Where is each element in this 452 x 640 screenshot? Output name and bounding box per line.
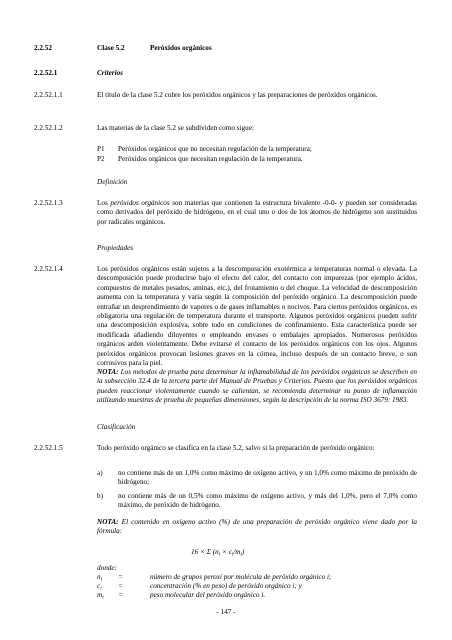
section-title: Peróxidos orgánicos — [150, 44, 212, 52]
paragraph-number: 2.2.52.1.3 — [34, 199, 63, 207]
variable-symbol: $c_i$ — [97, 582, 102, 592]
variable-equals: = — [118, 582, 123, 590]
list-item-code: P2 — [97, 155, 105, 163]
where-label: donde: — [97, 564, 117, 572]
formula: 16 × Σ $(n_i \times c_i/m_i)$ — [191, 548, 245, 558]
variable-symbol: $n_i$ — [97, 573, 103, 583]
list-item-text: no contiene más de un 1,0% como máximo de oxígeno activo, y un 1,0% como máximo de peróxido de hidrógeno; — [118, 469, 417, 487]
paragraph-text: Las materias de la clase 5.2 se subdividen como sigue: — [97, 124, 254, 132]
paragraph-number: 2.2.52.1.4 — [34, 265, 63, 273]
variable-equals: = — [118, 573, 123, 581]
paragraph-text: Los peróxidos orgánicos están sujetos a la descomposición exotérmica a temperaturas normal o elevada. La descomposición puede producirse bajo el efecto del calor, del contacto con impurezas (por ejemplo ácidos, compuestos de metales pesados, aminas, etc.), del frotamiento o del choque. La velocidad de descomposición aumenta con la temperatura y varía según la composición del peróxido orgánico. La descomposición puede entrañar un desprendimiento de vapores o de gases inflamables o nocivos. Para ciertos peróxidos orgánicos, es obligatoria una regulación de temperatura durante el transporte. Algunos peróxidos orgánicos pueden sufrir una descomposición explosiva, sobre todo en condiciones de confinamiento. Esta característica puede ser modificada añadiendo diluyentes o empleando envases o embalajes apropiados. Numerosos peróxidos orgánicos arden violentamente. Debe evitarse el contacto de los peróxidos orgánicos con los ojos. Algunos peróxidos orgánicos provocan lesiones graves en la córnea, incluso después de un contacto breve, o son corrosivos para la piel. — [97, 265, 417, 368]
variable-symbol: $m_i$ — [97, 591, 104, 601]
subheading: Definición — [97, 178, 128, 186]
paragraph-number: 2.2.52.1.2 — [34, 124, 63, 132]
section-class: Clase 5.2 — [97, 44, 125, 52]
note-text: NOTA: El contenido en oxígeno activo (%) de una preparación de peróxido orgánico viene dado por la fórmula: — [97, 518, 417, 536]
subsection-number: 2.2.52.1 — [34, 69, 58, 77]
list-item-text: Peróxidos orgánicos que no necesitan regulación de la temperatura; — [118, 145, 312, 153]
variable-definition: peso molecular del peróxido orgánico i. — [150, 591, 266, 599]
paragraph-text: Todo peróxido orgánico se clasifica en la clase 5.2, salvo si la preparación de peróxido orgánico: — [97, 444, 375, 452]
variable-equals: = — [118, 591, 123, 599]
subsection-title: Criterios — [97, 69, 123, 77]
list-item-text: no contiene más de un 0,5% como máximo de oxígeno activo, y más del 1,0%, pero el 7,0% como máximo, de peróxido de hidrógeno. — [118, 492, 417, 510]
subheading: Clasificación — [97, 423, 136, 431]
paragraph-text: El título de la clase 5.2 cubre los peróxidos orgánicos y las preparaciones de peróxidos orgánicos. — [97, 91, 378, 99]
note-text: NOTA: Los métodos de prueba para determinar la inflamabilidad de los peróxidos orgánicos se describen en la subsección 32.4 de la tercera parte del Manual de Pruebas y Criterios. Puesto que los peróxidos orgánicos pueden reaccionar violentamente cuando se calientan, se recomienda determinar su punto de inflamación utilizando muestras de prueba de pequeñas dimensiones, según la descripción de la norma ISO 3679: 1983. — [97, 368, 417, 405]
variable-definition: número de grupos peroxi por molécula de peróxido orgánico i; — [150, 573, 332, 581]
variable-definition: concentración (% en peso) de peróxido orgánico i; y — [150, 582, 302, 590]
page-number: - 147 - — [216, 608, 236, 616]
list-item-text: Peróxidos orgánicos que necesitan regulación de la temperatura. — [118, 155, 303, 163]
paragraph-number: 2.2.52.1.5 — [34, 444, 63, 452]
paragraph-number: 2.2.52.1.1 — [34, 91, 63, 99]
section-number: 2.2.52 — [34, 44, 52, 52]
list-item-code: P1 — [97, 145, 105, 153]
list-item-letter: b) — [97, 492, 103, 500]
subheading: Propiedades — [97, 244, 134, 252]
list-item-letter: a) — [97, 469, 103, 477]
paragraph-text: Los peróxidos orgánicos son materias que contienen la estructura bivalente -0-0- y pueden ser consideradas como derivados del peróxido de hidrógeno, en el cual uno o dos de los átomos de hidrógeno son sustituidos por radicales orgánicos. — [97, 199, 417, 226]
